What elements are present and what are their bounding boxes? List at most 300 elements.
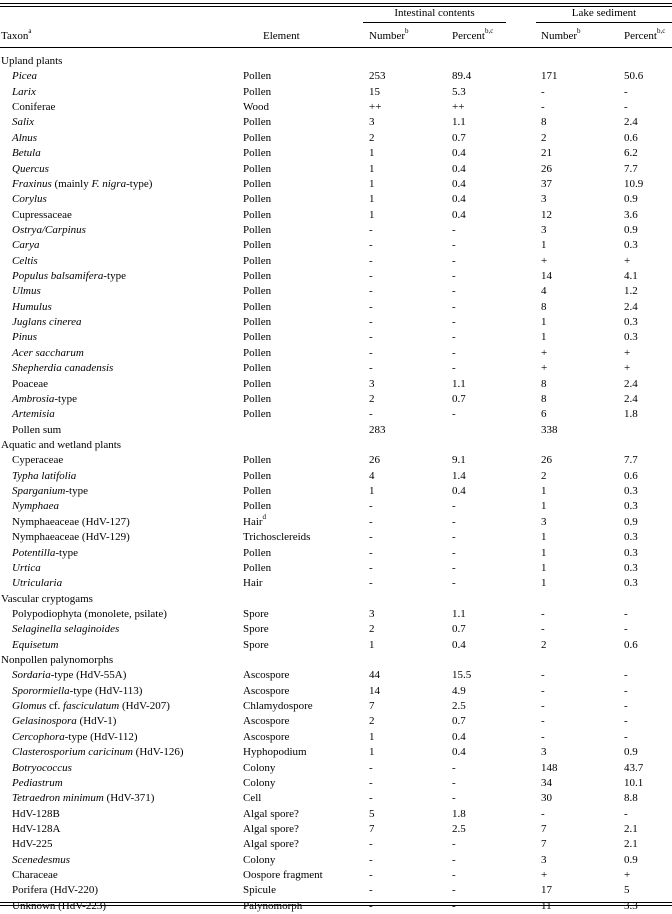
element-text: Colony xyxy=(243,776,276,789)
table-row xyxy=(0,69,672,84)
taxon-text: Polypodiophyta (monolete, psilate) xyxy=(12,607,167,620)
table-row xyxy=(0,515,672,530)
lake-number-cell: 148 xyxy=(541,761,558,774)
lake-number-cell: 26 xyxy=(541,162,552,175)
table-row xyxy=(0,85,672,100)
taxon-cell xyxy=(12,484,88,499)
lake-percent-cell: 2.1 xyxy=(624,838,638,851)
intestinal-percent-cell: - xyxy=(452,346,456,359)
intestinal-number-cell: 2 xyxy=(369,131,375,144)
taxon-text: Larix xyxy=(12,85,36,98)
taxon-text: Nymphaeaceae (HdV-127) xyxy=(12,515,130,528)
intestinal-number-cell: - xyxy=(369,577,373,590)
intestinal-number-cell: 14 xyxy=(369,684,380,697)
intestinal-number-cell: - xyxy=(369,270,373,283)
column-header-intestinal-percent xyxy=(452,27,494,43)
element-cell xyxy=(243,883,276,898)
column-header-intestinal-number xyxy=(369,27,409,43)
lake-percent-cell: - xyxy=(624,730,628,743)
taxon-text: HdV-128B xyxy=(12,807,60,820)
intestinal-percent-cell: 1.1 xyxy=(452,116,466,129)
taxon-cell xyxy=(12,469,76,484)
taxon-cell xyxy=(12,868,58,883)
taxon-cell xyxy=(12,300,52,315)
intestinal-percent-cell: 15.5 xyxy=(452,669,472,682)
intestinal-number-cell: 2 xyxy=(369,715,375,728)
intestinal-percent-cell: - xyxy=(452,254,456,267)
taxon-cell xyxy=(12,837,53,852)
element-cell xyxy=(243,131,271,146)
taxon-cell xyxy=(12,622,119,637)
intestinal-percent-cell: 0.4 xyxy=(452,147,466,160)
taxon-text: Pollen sum xyxy=(12,423,62,436)
intestinal-number-cell: - xyxy=(369,884,373,897)
lake-number-cell: 1 xyxy=(541,331,547,344)
taxon-text: -type (HdV-55A) xyxy=(50,669,127,682)
group-label: Upland plants xyxy=(1,55,63,67)
element-cell xyxy=(243,499,271,514)
taxon-cell xyxy=(12,131,37,146)
intestinal-percent-cell: ++ xyxy=(452,101,465,114)
element-text: Algal spore? xyxy=(243,807,299,820)
intestinal-number-cell: - xyxy=(369,531,373,544)
lake-percent-cell: - xyxy=(624,101,628,114)
intestinal-number-cell: 1 xyxy=(369,638,375,651)
intestinal-percent-cell: - xyxy=(452,776,456,789)
intestinal-percent-cell: - xyxy=(452,761,456,774)
table-row xyxy=(0,453,672,468)
intestinal-number-cell: - xyxy=(369,792,373,805)
column-header-lake-percent xyxy=(624,27,666,43)
element-cell xyxy=(243,192,271,207)
lake-number-cell: + xyxy=(541,254,548,267)
element-cell xyxy=(243,484,271,499)
lake-percent-cell: - xyxy=(624,623,628,636)
element-text: Pollen xyxy=(243,193,272,206)
table-row xyxy=(0,868,672,883)
taxon-cell xyxy=(12,853,70,868)
intestinal-number-cell: - xyxy=(369,346,373,359)
lake-number-cell: - xyxy=(541,700,545,713)
element-cell xyxy=(243,146,271,161)
intestinal-percent-cell: 0.7 xyxy=(452,623,466,636)
lake-number-cell: - xyxy=(541,807,545,820)
intestinal-number-cell: - xyxy=(369,362,373,375)
taxon-cell xyxy=(12,223,86,238)
table-row xyxy=(0,883,672,898)
lake-percent-cell: 0.6 xyxy=(624,638,638,651)
element-cell xyxy=(243,392,271,407)
element-cell xyxy=(243,668,289,683)
lake-percent-cell: - xyxy=(624,669,628,682)
column-header-element: Element xyxy=(263,30,300,42)
lake-percent-cell: + xyxy=(624,869,631,882)
taxon-text: Gelasinospora xyxy=(12,715,77,728)
taxon-text: Typha latifolia xyxy=(12,469,77,482)
table-row xyxy=(0,530,672,545)
element-text: Pollen xyxy=(243,377,272,390)
table-row xyxy=(0,837,672,852)
element-text: Pollen xyxy=(243,546,272,559)
element-cell xyxy=(243,607,269,622)
bottom-rule-outer xyxy=(0,905,672,906)
element-cell xyxy=(243,361,271,376)
footnote-mark: d xyxy=(262,513,267,522)
footnote-mark: b,c xyxy=(484,27,494,36)
group-rule-intestinal xyxy=(363,22,506,23)
lake-percent-cell: 0.9 xyxy=(624,223,638,236)
table-body xyxy=(0,54,672,914)
element-cell xyxy=(243,546,271,561)
intestinal-number-cell: - xyxy=(369,254,373,267)
lake-number-cell: - xyxy=(541,85,545,98)
table-row xyxy=(0,607,672,622)
element-cell xyxy=(243,776,275,791)
element-text: Pollen xyxy=(243,85,272,98)
intestinal-percent-cell: 0.7 xyxy=(452,715,466,728)
lake-percent-cell: 5 xyxy=(624,884,630,897)
lake-percent-cell: 0.3 xyxy=(624,546,638,559)
intestinal-number-cell: - xyxy=(369,239,373,252)
taxon-cell xyxy=(12,761,72,776)
lake-percent-cell: - xyxy=(624,700,628,713)
taxon-cell xyxy=(12,546,78,561)
table-row xyxy=(0,499,672,514)
lake-percent-cell: 0.3 xyxy=(624,561,638,574)
intestinal-number-cell: 3 xyxy=(369,607,375,620)
lake-percent-cell: 0.9 xyxy=(624,746,638,759)
element-cell xyxy=(243,330,271,345)
element-cell xyxy=(243,254,271,269)
lake-percent-cell: 0.3 xyxy=(624,531,638,544)
element-cell xyxy=(243,177,271,192)
taxon-cell xyxy=(12,361,113,376)
footnote-mark: a xyxy=(28,27,32,36)
taxon-cell xyxy=(12,453,63,468)
intestinal-percent-cell: - xyxy=(452,316,456,329)
footnote-mark: b xyxy=(577,27,581,36)
taxon-cell xyxy=(12,515,130,530)
intestinal-number-cell: 7 xyxy=(369,700,375,713)
column-header-number-label: Number xyxy=(541,30,578,42)
lake-number-cell: 1 xyxy=(541,316,547,329)
lake-percent-cell: - xyxy=(624,85,628,98)
lake-percent-cell: + xyxy=(624,346,631,359)
lake-number-cell: - xyxy=(541,607,545,620)
taxon-cell xyxy=(12,407,55,422)
table-row xyxy=(0,822,672,837)
element-cell xyxy=(243,85,271,100)
intestinal-number-cell: - xyxy=(369,761,373,774)
taxon-cell xyxy=(12,146,41,161)
element-text: Colony xyxy=(243,853,276,866)
taxon-text: Porifera (HdV-220) xyxy=(12,884,99,897)
lake-number-cell: 2 xyxy=(541,469,547,482)
element-text: Pollen xyxy=(243,177,272,190)
table-row xyxy=(0,238,672,253)
lake-percent-cell: 0.3 xyxy=(624,316,638,329)
element-text: Pollen xyxy=(243,485,272,498)
lake-number-cell: + xyxy=(541,869,548,882)
lake-percent-cell: - xyxy=(624,715,628,728)
column-header-taxon xyxy=(1,27,32,43)
element-text: Pollen xyxy=(243,500,272,513)
lake-percent-cell: 3.6 xyxy=(624,208,638,221)
element-cell xyxy=(243,745,307,760)
intestinal-percent-cell: - xyxy=(452,869,456,882)
intestinal-percent-cell: - xyxy=(452,515,456,528)
taxon-text: Populus balsamifera xyxy=(12,270,104,283)
intestinal-percent-cell: 0.4 xyxy=(452,162,466,175)
intestinal-percent-cell: 0.4 xyxy=(452,193,466,206)
element-cell xyxy=(243,407,271,422)
element-text: Spicule xyxy=(243,884,276,897)
intestinal-percent-cell: - xyxy=(452,853,456,866)
element-cell xyxy=(243,69,271,84)
intestinal-number-cell: ++ xyxy=(369,101,382,114)
lake-number-cell: 1 xyxy=(541,485,547,498)
lake-number-cell: 8 xyxy=(541,377,547,390)
lake-number-cell: 1 xyxy=(541,577,547,590)
element-text: Wood xyxy=(243,101,270,114)
lake-number-cell: 8 xyxy=(541,392,547,405)
intestinal-percent-cell: 1.1 xyxy=(452,377,466,390)
group-header-lake: Lake sediment xyxy=(571,7,637,19)
taxon-text: Sparganium xyxy=(12,485,66,498)
table-row xyxy=(0,423,672,438)
lake-number-cell: + xyxy=(541,346,548,359)
element-text: Oospore fragment xyxy=(243,869,323,882)
taxon-text: Coniferae xyxy=(12,101,56,114)
table-row xyxy=(0,131,672,146)
intestinal-percent-cell: - xyxy=(452,500,456,513)
element-text: Pollen xyxy=(243,392,272,405)
element-text: Pollen xyxy=(243,270,272,283)
table-row xyxy=(0,699,672,714)
lake-number-cell: 1 xyxy=(541,531,547,544)
intestinal-number-cell: 1 xyxy=(369,147,375,160)
intestinal-percent-cell: - xyxy=(452,577,456,590)
lake-percent-cell: 2.4 xyxy=(624,377,638,390)
table-row xyxy=(0,377,672,392)
element-cell xyxy=(243,576,263,591)
lake-number-cell: 12 xyxy=(541,208,552,221)
lake-number-cell: 17 xyxy=(541,884,552,897)
intestinal-percent-cell: 0.4 xyxy=(452,730,466,743)
element-cell xyxy=(243,622,269,637)
element-cell xyxy=(243,162,271,177)
intestinal-percent-cell: - xyxy=(452,531,456,544)
taxon-text: -type (HdV-112) xyxy=(64,730,138,743)
intestinal-number-cell: 15 xyxy=(369,85,380,98)
table-row xyxy=(0,469,672,484)
intestinal-percent-cell: - xyxy=(452,300,456,313)
taxon-text: -type xyxy=(65,485,88,498)
bottom-rule-inner xyxy=(0,902,672,903)
element-cell xyxy=(243,100,269,115)
lake-percent-cell: 0.6 xyxy=(624,469,638,482)
intestinal-percent-cell: 1.1 xyxy=(452,607,466,620)
intestinal-number-cell: 1 xyxy=(369,177,375,190)
taxon-cell xyxy=(12,85,36,100)
header-rule xyxy=(0,47,672,48)
table-row xyxy=(0,761,672,776)
table-row xyxy=(0,776,672,791)
taxon-text: Alnus xyxy=(12,131,38,144)
column-header-taxon-label: Taxon xyxy=(1,30,29,42)
intestinal-number-cell: 1 xyxy=(369,193,375,206)
lake-percent-cell: 6.2 xyxy=(624,147,638,160)
lake-percent-cell: 0.6 xyxy=(624,131,638,144)
intestinal-number-cell: 2 xyxy=(369,392,375,405)
table-row xyxy=(0,807,672,822)
element-text: Pollen xyxy=(243,346,272,359)
taxon-text: HdV-128A xyxy=(12,822,61,835)
taxon-cell xyxy=(12,791,154,806)
taxon-cell xyxy=(12,115,34,130)
lake-percent-cell: 2.4 xyxy=(624,392,638,405)
intestinal-percent-cell: 0.4 xyxy=(452,638,466,651)
table-row xyxy=(0,791,672,806)
taxon-cell xyxy=(12,822,61,837)
group-header-intestinal: Intestinal contents xyxy=(394,7,475,19)
taxon-text: Carya xyxy=(12,239,40,252)
column-header-lake-number xyxy=(541,27,581,43)
lake-number-cell: 6 xyxy=(541,408,547,421)
taxon-text: Tetraedron minimum xyxy=(12,792,104,805)
taxon-text: Cercophora xyxy=(12,730,65,743)
intestinal-percent-cell: 1.4 xyxy=(452,469,466,482)
lake-number-cell: 14 xyxy=(541,270,552,283)
element-cell xyxy=(243,208,271,223)
top-rule-outer xyxy=(0,3,672,4)
element-text: Pollen xyxy=(243,162,272,175)
element-text: Cell xyxy=(243,792,262,805)
taxon-cell xyxy=(12,730,138,745)
lake-number-cell: 21 xyxy=(541,147,552,160)
element-cell xyxy=(243,868,323,883)
lake-number-cell: 3 xyxy=(541,193,547,206)
element-text: Pollen xyxy=(243,131,272,144)
element-cell xyxy=(243,346,271,361)
taxon-text: Ulmus xyxy=(12,285,41,298)
taxon-text: Celtis xyxy=(12,254,38,267)
taxon-cell xyxy=(12,238,40,253)
table-row xyxy=(0,115,672,130)
intestinal-number-cell: 1 xyxy=(369,162,375,175)
lake-number-cell: 7 xyxy=(541,838,547,851)
element-text: Pollen xyxy=(243,208,272,221)
table-row xyxy=(0,208,672,223)
taxon-cell xyxy=(12,883,98,898)
table-row xyxy=(0,730,672,745)
table-row xyxy=(0,561,672,576)
element-cell xyxy=(243,530,310,545)
intestinal-percent-cell: 5.3 xyxy=(452,85,466,98)
taxon-text: (mainly xyxy=(51,177,92,190)
intestinal-percent-cell: 0.4 xyxy=(452,485,466,498)
taxon-cell xyxy=(12,269,126,284)
lake-number-cell: 30 xyxy=(541,792,552,805)
element-text: Ascospore xyxy=(243,730,290,743)
taxon-text: Sporormiella xyxy=(12,684,70,697)
taxon-text: Salix xyxy=(12,116,34,129)
footnote-mark: b xyxy=(405,27,409,36)
intestinal-percent-cell: 4.9 xyxy=(452,684,466,697)
taxon-text: Picea xyxy=(12,70,38,83)
intestinal-number-cell: 7 xyxy=(369,822,375,835)
intestinal-percent-cell: - xyxy=(452,546,456,559)
lake-number-cell: 4 xyxy=(541,285,547,298)
table-row xyxy=(0,223,672,238)
column-header-percent-label: Percent xyxy=(624,30,657,42)
lake-number-cell: - xyxy=(541,669,545,682)
intestinal-number-cell: - xyxy=(369,500,373,513)
taxon-text: Artemisia xyxy=(12,408,55,421)
lake-percent-cell: 10.1 xyxy=(624,776,644,789)
lake-number-cell: 8 xyxy=(541,300,547,313)
intestinal-number-cell: - xyxy=(369,853,373,866)
intestinal-number-cell: 1 xyxy=(369,746,375,759)
intestinal-number-cell: 1 xyxy=(369,730,375,743)
element-cell xyxy=(243,714,289,729)
intestinal-number-cell: - xyxy=(369,408,373,421)
taxon-text: Betula xyxy=(12,147,41,160)
table-row xyxy=(0,192,672,207)
element-cell xyxy=(243,269,271,284)
taxon-text: fasciculatum xyxy=(63,700,120,713)
lake-number-cell: 171 xyxy=(541,70,558,83)
lake-percent-cell: 10.9 xyxy=(624,177,644,190)
element-cell xyxy=(243,377,271,392)
intestinal-number-cell: - xyxy=(369,331,373,344)
element-cell xyxy=(243,822,299,837)
taxon-text: cf. xyxy=(46,700,64,713)
element-text: Pollen xyxy=(243,469,272,482)
taxon-cell xyxy=(12,714,116,729)
element-text: Pollen xyxy=(243,239,272,252)
lake-percent-cell: 0.3 xyxy=(624,239,638,252)
lake-number-cell: 338 xyxy=(541,423,558,436)
element-text: Hyphopodium xyxy=(243,746,307,759)
element-cell xyxy=(243,837,299,852)
lake-percent-cell: 0.9 xyxy=(624,515,638,528)
group-row xyxy=(0,54,672,69)
lake-number-cell: 8 xyxy=(541,116,547,129)
taxon-cell xyxy=(12,699,170,714)
table-row xyxy=(0,346,672,361)
taxon-text: Botryococcus xyxy=(12,761,72,774)
lake-number-cell: 1 xyxy=(541,561,547,574)
taxon-text: -type (HdV-113) xyxy=(69,684,143,697)
group-label: Aquatic and wetland plants xyxy=(1,438,122,451)
lake-number-cell: 3 xyxy=(541,515,547,528)
taxon-cell xyxy=(12,807,60,822)
table-row xyxy=(0,146,672,161)
table-row xyxy=(0,714,672,729)
lake-number-cell: 1 xyxy=(541,239,547,252)
table-row xyxy=(0,668,672,683)
taxon-text: (HdV-371) xyxy=(103,792,155,805)
element-cell xyxy=(243,699,313,714)
table-row xyxy=(0,254,672,269)
intestinal-number-cell: - xyxy=(369,300,373,313)
lake-number-cell: - xyxy=(541,623,545,636)
table-row xyxy=(0,684,672,699)
lake-number-cell: - xyxy=(541,730,545,743)
intestinal-percent-cell: - xyxy=(452,270,456,283)
table-row xyxy=(0,177,672,192)
